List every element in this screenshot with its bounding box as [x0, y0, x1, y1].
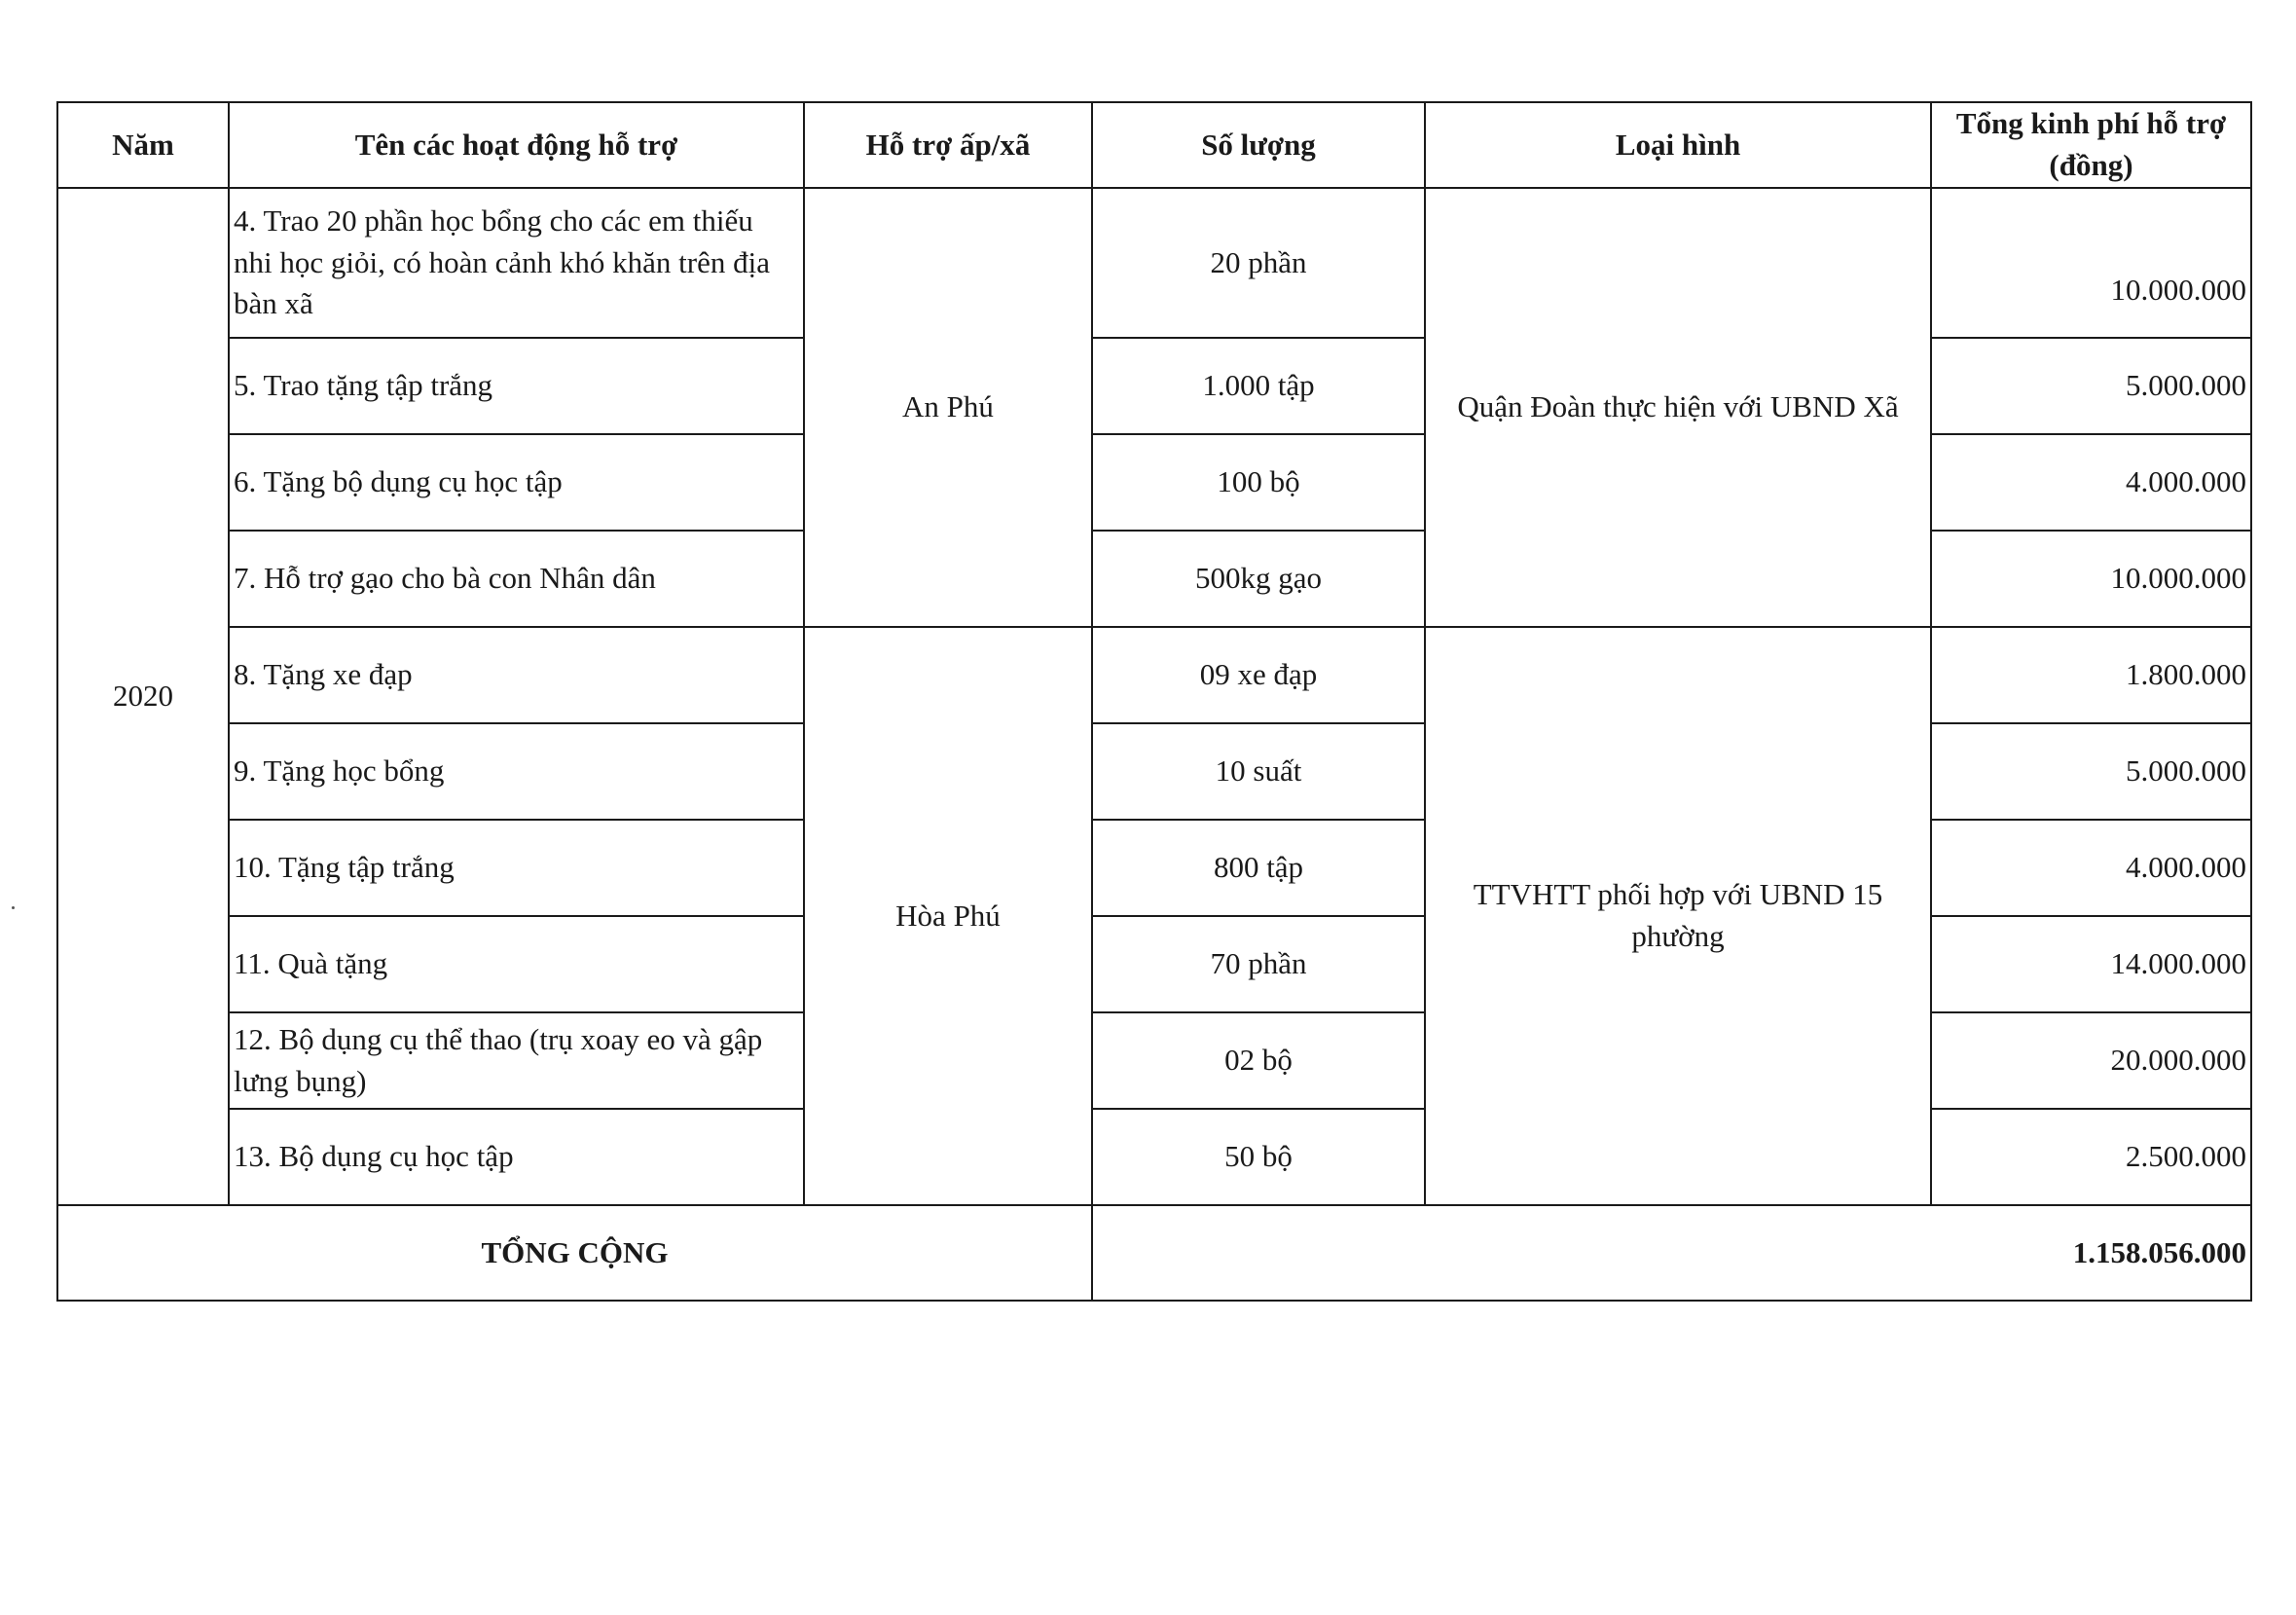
quantity-cell: 09 xe đạp: [1092, 627, 1425, 723]
activity-cell: 5. Trao tặng tập trắng: [229, 338, 804, 434]
total-row: [57, 1205, 2251, 1301]
amount-cell: 10.000.000: [1931, 531, 2251, 627]
quantity-cell: 50 bộ: [1092, 1109, 1425, 1205]
activity-cell: 6. Tặng bộ dụng cụ học tập: [229, 434, 804, 531]
quantity-cell: 500kg gạo: [1092, 531, 1425, 627]
quantity-cell: 800 tập: [1092, 820, 1425, 916]
header-year: Năm: [57, 102, 229, 188]
amount-cell: 10.000.000: [1931, 188, 2251, 338]
area-cell-hoa-phu: Hòa Phú: [804, 627, 1092, 1205]
type-cell-quan-doan: Quận Đoàn thực hiện với UBND Xã: [1425, 188, 1931, 627]
amount-cell: 14.000.000: [1931, 916, 2251, 1012]
activity-cell: 13. Bộ dụng cụ học tập: [229, 1109, 804, 1205]
type-cell-ttvhtt: TTVHTT phối hợp với UBND 15 phường: [1425, 627, 1931, 1205]
activity-cell: 7. Hỗ trợ gạo cho bà con Nhân dân: [229, 531, 804, 627]
table-row: [57, 627, 2251, 723]
amount-cell: 5.000.000: [1931, 338, 2251, 434]
header-type: Loại hình: [1425, 102, 1931, 188]
quantity-cell: 10 suất: [1092, 723, 1425, 820]
activity-cell: 8. Tặng xe đạp: [229, 627, 804, 723]
support-activities-table: [56, 101, 2252, 1302]
total-value: 1.158.056.000: [1092, 1205, 2251, 1301]
quantity-cell: 20 phần: [1092, 188, 1425, 338]
amount-cell: 5.000.000: [1931, 723, 2251, 820]
scan-speck: [12, 906, 15, 909]
amount-cell: 4.000.000: [1931, 434, 2251, 531]
quantity-cell: 100 bộ: [1092, 434, 1425, 531]
table-header-row: [57, 102, 2251, 188]
amount-cell: 4.000.000: [1931, 820, 2251, 916]
quantity-cell: 70 phần: [1092, 916, 1425, 1012]
amount-cell: 1.800.000: [1931, 627, 2251, 723]
activity-cell: 11. Quà tặng: [229, 916, 804, 1012]
header-area: Hỗ trợ ấp/xã: [804, 102, 1092, 188]
quantity-cell: 02 bộ: [1092, 1012, 1425, 1109]
total-label: TỔNG CỘNG: [57, 1205, 1092, 1301]
year-cell: 2020: [57, 188, 229, 1205]
header-total-cost: Tổng kinh phí hỗ trợ (đồng): [1931, 102, 2251, 188]
activity-cell: 10. Tặng tập trắng: [229, 820, 804, 916]
activity-cell: 9. Tặng học bổng: [229, 723, 804, 820]
activity-cell: 4. Trao 20 phần học bổng cho các em thiếu nhi học giỏi, có hoàn cảnh khó khăn trên địa bàn xã: [229, 188, 804, 338]
amount-cell: 20.000.000: [1931, 1012, 2251, 1109]
header-quantity: Số lượng: [1092, 102, 1425, 188]
activity-cell: 12. Bộ dụng cụ thể thao (trụ xoay eo và gập lưng bụng): [229, 1012, 804, 1109]
area-cell-an-phu: An Phú: [804, 188, 1092, 627]
quantity-cell: 1.000 tập: [1092, 338, 1425, 434]
header-activity: Tên các hoạt động hỗ trợ: [229, 102, 804, 188]
table-row: [57, 188, 2251, 338]
amount-cell: 2.500.000: [1931, 1109, 2251, 1205]
